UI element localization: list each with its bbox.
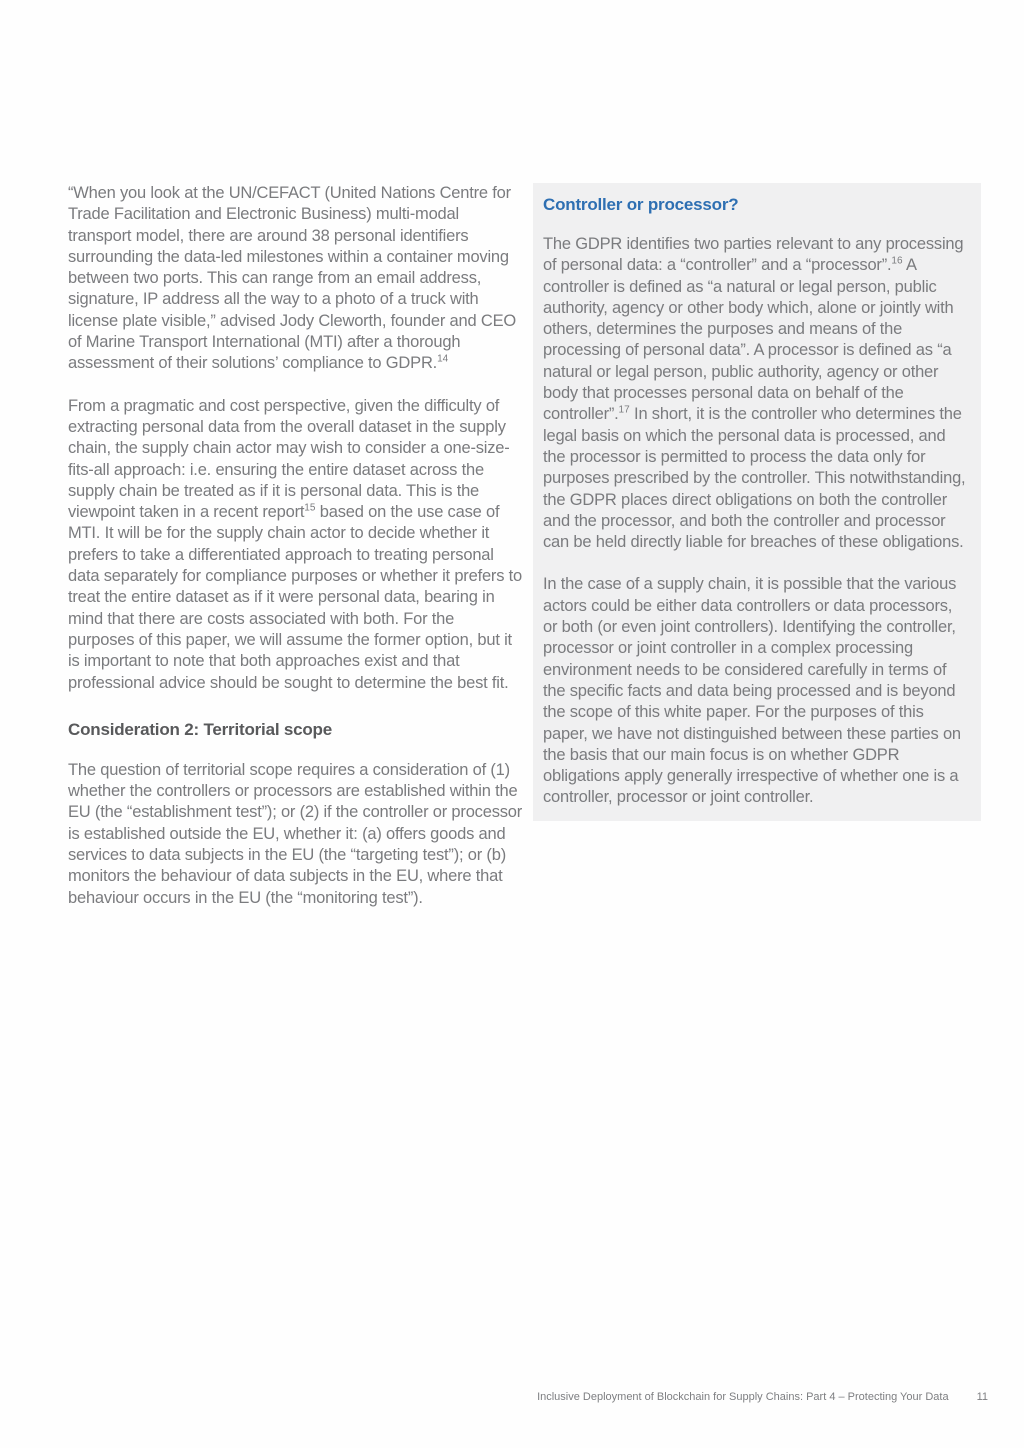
paragraph-pragmatic-approach [68, 396, 523, 694]
footnote-ref-16: 16 [891, 255, 903, 267]
sidebar-controller-processor-box [533, 183, 981, 821]
footer-document-title: Inclusive Deployment of Blockchain for Supply Chains: Part 4 – Protecting Your Data [537, 1391, 949, 1403]
sidebar-paragraph-definitions [543, 234, 970, 553]
paragraph-uncefact-quote [68, 183, 523, 375]
paragraph-territorial-scope: The question of territorial scope requires a consideration of (1) whether the controllers or processors are established within the EU (the “establishment test”); or (2) if the controller or processor is established outside the EU, whether it: (a) offers goods and services to data subjects in the EU (the “targeting test”); or (b) monitors the behaviour of data subjects in the EU, where that behaviour occurs in the EU (the “monitoring test”). [68, 760, 523, 907]
page-footer [537, 1391, 988, 1404]
sidebar-heading: Controller or processor? [543, 195, 739, 214]
footnote-ref-14: 14 [437, 353, 449, 365]
left-text-column [68, 183, 523, 909]
section-heading-consideration-2: Consideration 2: Territorial scope [68, 719, 332, 739]
footnote-ref-17: 17 [618, 404, 630, 416]
paragraph-text: “When you look at the UN/CEFACT (United Nations Centre for Trade Facilitation and Electronic Business) multi-modal transport model, there are around 38 personal identifiers surrounding the data-led milestones within a container moving between two ports. This can range from an email address, signature, IP address all the way to a photo of a truck with license plate visible,” advised Jody Cleworth, founder and CEO of Marine Transport International (MTI) after a thorough assessment of their solutions’ compliance to GDPR. [68, 184, 517, 373]
footnote-ref-15: 15 [304, 502, 316, 514]
paragraph-text: From a pragmatic and cost perspective, given the difficulty of extracting personal data from the overall dataset in the supply chain, the supply chain actor may wish to consider a one-size-fits-all approach: i.e. ensuring the entire dataset across the supply chain be treated as if it is personal data. This is the viewpoint taken in a recent report [68, 396, 510, 522]
paragraph-text: A controller is defined as “a natural or legal person, public authority, agency or other body which, alone or jointly with others, determines the purposes and means of the processing of personal data”. A processor is defined as “a natural or legal person, public authority, agency or other body that processes personal data on behalf of the controller”. [543, 256, 954, 424]
paragraph-text: The GDPR identifies two parties relevant to any processing of personal data: a “controller” and a “processor”. [543, 235, 964, 275]
footer-page-number: 11 [976, 1391, 988, 1403]
paragraph-text: based on the use case of MTI. It will be for the supply chain actor to decide whether it prefers to take a differentiated approach to treating personal data separately for compliance purposes or whether it prefers to treat the entire dataset as if it were personal data, bearing in mind that there are costs associated with both. For the purposes of this paper, we will assume the former option, but it is important to note that both approaches exist and that professional advice should be sought to determine the best fit. [68, 503, 523, 692]
sidebar-paragraph-supply-chain: In the case of a supply chain, it is possible that the various actors could be either data controllers or data processors, or both (or even joint controllers). Identifying the controller, processor or joint controller in a complex processing environment needs to be considered carefully in terms of the specific facts and data being processed and is beyond the scope of this white paper. For the purposes of this paper, we have not distinguished between these parties on the basis that our main focus is on whether GDPR obligations apply generally irrespective of whether one is a controller, processor or joint controller. [543, 575, 961, 807]
paragraph-text: In short, it is the controller who determines the legal basis on which the personal data is processed, and the processor is permitted to process the data only for purposes prescribed by the controller. This notwithstanding, the GDPR places direct obligations on both the controller and the processor, and both the controller and processor can be held directly liable for breaches of these obligations. [543, 405, 966, 552]
